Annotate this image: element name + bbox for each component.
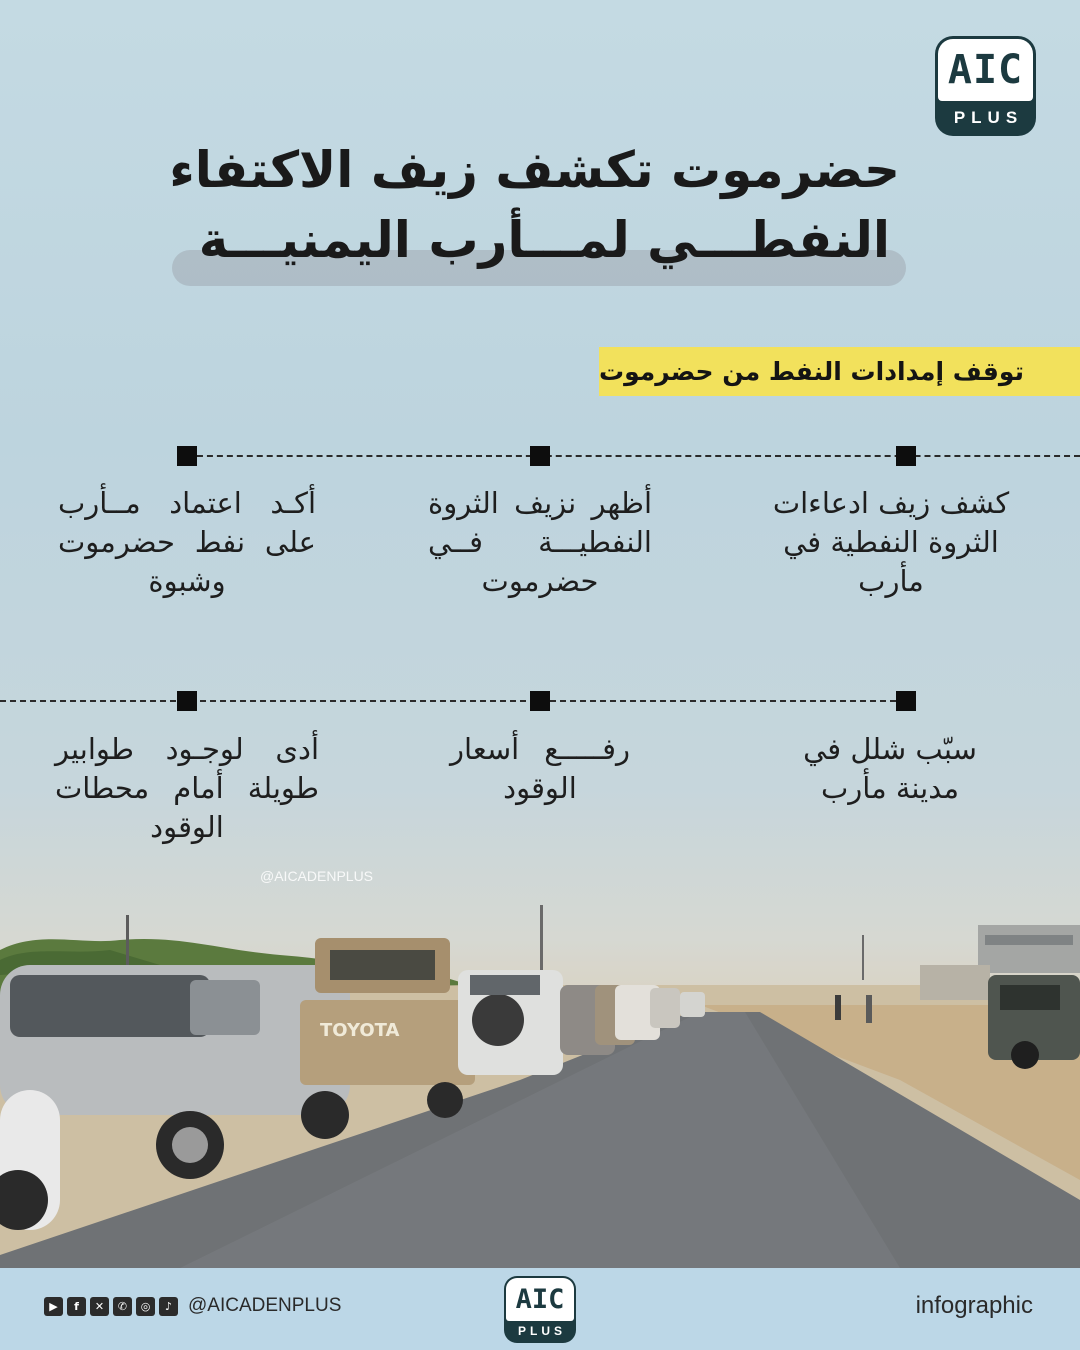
timeline-point: أكـد اعتماد مــأرب على نفط حضرموت وشبوة xyxy=(58,486,316,598)
instagram-icon[interactable]: ◎ xyxy=(136,1297,155,1316)
timeline-line-top xyxy=(187,455,1080,457)
social-handle[interactable]: @AICADENPLUS xyxy=(188,1295,342,1316)
timeline-point: رفـــــع أسعار الوقود xyxy=(450,732,630,805)
footer-logo-mark: AIC xyxy=(515,1284,565,1315)
timeline-point: كشف زيف ادعاءات الثروة النفطية في مأرب xyxy=(772,486,1010,598)
timeline-marker xyxy=(530,691,550,711)
timeline-point: سبّب شلل في مدينة مأرب xyxy=(803,732,977,805)
footer-bar xyxy=(0,1268,1080,1350)
youtube-icon[interactable]: ▶ xyxy=(44,1297,63,1316)
timeline-line-bottom xyxy=(0,700,906,702)
logo-subtext: PLUS xyxy=(953,108,1024,127)
logo-mark: AIC xyxy=(947,47,1024,93)
social-links xyxy=(44,1295,341,1317)
timeline-marker xyxy=(177,691,197,711)
timeline-point: أظهر نزيف الثروة النفطيـــة فــي حضرموت xyxy=(428,486,652,598)
brand-logo xyxy=(935,36,1036,136)
footer-label: infographic xyxy=(915,1292,1033,1319)
x-icon[interactable]: ✕ xyxy=(90,1297,109,1316)
section-tag: توقف إمدادات النفط من حضرموت xyxy=(599,347,1080,396)
whatsapp-icon[interactable]: ✆ xyxy=(113,1297,132,1316)
timeline-marker xyxy=(896,691,916,711)
page-title xyxy=(150,135,900,275)
title-line-1: حضرموت تكشف زيف الاكتفاء xyxy=(169,141,900,199)
timeline-point: أدى لوجـود طوابير طويلة أمام محطات الوقود xyxy=(55,732,319,844)
timeline-marker xyxy=(530,446,550,466)
title-line-2: النفطـــي لمـــأرب اليمنيـــة xyxy=(198,211,890,269)
tiktok-icon[interactable]: ♪ xyxy=(159,1297,178,1316)
svg-text:TOYOTA: TOYOTA xyxy=(320,1020,400,1041)
facebook-icon[interactable]: f xyxy=(67,1297,86,1316)
timeline-marker xyxy=(177,446,197,466)
footer-logo xyxy=(504,1276,576,1343)
timeline-marker xyxy=(896,446,916,466)
watermark: @AICADENPLUS xyxy=(260,868,374,884)
footer-logo-subtext: PLUS xyxy=(517,1324,566,1338)
